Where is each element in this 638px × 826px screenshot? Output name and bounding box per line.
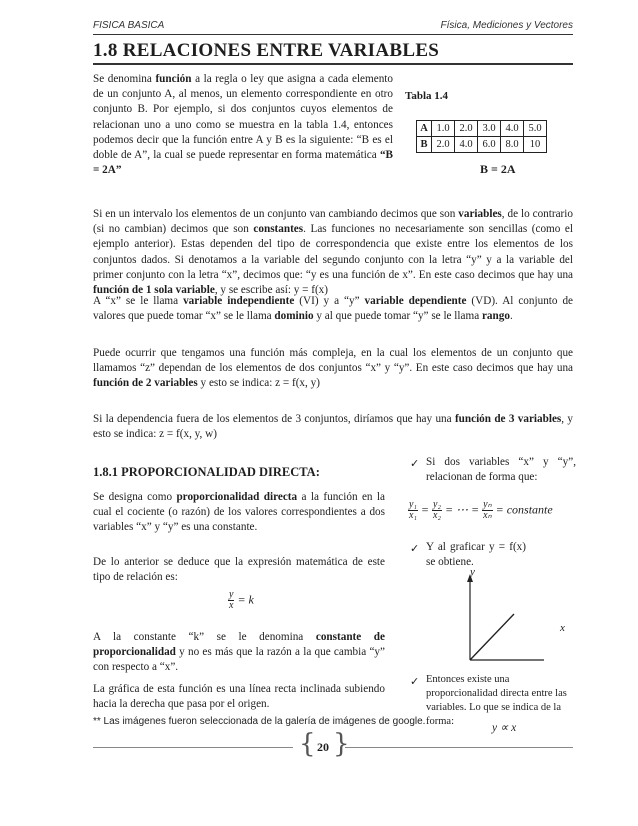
equation-fraction: $\frac{\text{yₙ}}{\text{xₙ}}$	[483, 499, 492, 521]
equation-fraction: $\frac{y}{x}$	[229, 589, 234, 611]
direct-proportionality-definition: Se designa como proporcionalidad directa a la función en la cual el cociente (o razón) de los valores correspondientes a dos variables “x” y “y” es una constante.	[93, 491, 385, 534]
intro-paragraph: Se denomina función a la regla o ley que asigna a cada elemento de un conjunto A, al menos, un elemento correspondiente en otro conjunto B. Por ejemplo, si dos conjuntos cuyos elementos de relacionan uno a uno como se muestra en la tabla 1.4, entonces podemos decir que la función entre A y B es la siguiente: “B es el doble de A”, la cual se puede representar en forma matemática “B = 2A”	[93, 73, 393, 177]
dependence-paragraph: A “x” se le llama variable independiente (VI) y a “y” variable dependiente (VD). Al conjunto de valores que puede tomar “x” se le llama dominio y al que puede tomar “y” se le llama rango.	[93, 295, 574, 323]
table-cell: 8.0	[501, 137, 524, 153]
brace-left-icon: {	[299, 729, 316, 759]
variables-paragraph: Si en un intervalo los elementos de un conjunto van cambiando decimos que son variables, de lo contrario (si no cambian) decimos que son constantes. Las funciones no necesariamente son sencillas (como el ejemplo anterior). Estas dependen del tipo de correspondencia que existe entre los elementos de los conjuntos dados. Si denotamos a la variable del segundo conjunto con la letra “y” y a la variable del primer conjunto con la letra “x”, decimos que: “y es una función de x”. En este caso decimos que hay una función de 1 sola variable, y se escribe así: y = f(x)	[93, 208, 573, 297]
checkmark-icon: ✓	[410, 675, 420, 688]
proportional-line	[470, 614, 514, 660]
checkmark-icon: ✓	[410, 457, 420, 470]
footer-rule-left	[93, 747, 293, 748]
table-cell: B	[417, 137, 432, 153]
proportional-notation: y ∝ x	[492, 722, 517, 734]
table-cell: 2.0	[455, 121, 478, 137]
deduction-paragraph: De lo anterior se deduce que la expresión matemática de este tipo de relación es:	[93, 556, 385, 584]
table-caption: Tabla 1.4	[405, 90, 449, 102]
header-rule	[93, 34, 573, 35]
subsection-title: 1.8.1 PROPORCIONALIDAD DIRECTA:	[93, 465, 320, 479]
graph-description-paragraph: La gráfica de esta función es una línea recta inclinada subiendo hacia la derecha que pasa por el origen.	[93, 683, 385, 711]
table-formula: B = 2A	[480, 162, 516, 176]
graph-x-label: x	[560, 622, 565, 634]
table-cell: 4.0	[455, 137, 478, 153]
right-graph-text: Y al graficar y = f(x) se obtiene.	[426, 541, 526, 569]
table-cell: 10	[524, 137, 547, 153]
graph-y-label: y	[470, 566, 475, 578]
proportionality-graph	[440, 568, 550, 668]
table-cell: 5.0	[524, 121, 547, 137]
two-variables-paragraph: Puede ocurrir que tengamos una función más compleja, en la cual los elementos de un conjunto que llamamos “z” dependan de los elementos de dos conjuntos “x” y “y”. En este caso decimos que hay una función de 2 variables y esto se indica: z = f(x, y)	[93, 347, 573, 390]
three-variables-paragraph: Si la dependencia fuera de los elementos de 3 conjuntos, diríamos que hay una función de 3 variables, y esto se indica: z = f(x, y, w)	[93, 413, 574, 441]
footer-rule-right	[345, 747, 573, 748]
right-conclusion-text: Entonces existe una proporcionalidad directa entre las variables. Lo que se indica de la forma:	[426, 674, 567, 727]
ratio-equation: $\frac{y}{x}$ = k	[229, 589, 254, 611]
checkmark-icon: ✓	[410, 542, 420, 555]
equation-fraction: $\frac{\text{y₂}}{\text{x₂}}$	[433, 499, 441, 521]
table-cell: 1.0	[432, 121, 455, 137]
brace-right-icon: }	[333, 729, 350, 759]
title-rule	[93, 63, 573, 65]
table-cell: 6.0	[478, 137, 501, 153]
page-number: 20	[317, 740, 329, 754]
table-cell: A	[417, 121, 432, 137]
running-header-right: Física, Mediciones y Vectores	[440, 20, 573, 31]
table-cell: 4.0	[501, 121, 524, 137]
data-table	[416, 120, 547, 153]
section-title: 1.8 RELACIONES ENTRE VARIABLES	[93, 40, 440, 61]
right-condition-text: Si dos variables “x” y “y”, relacionan de forma que:	[426, 456, 576, 484]
running-header-left: FISICA BASICA	[93, 20, 165, 31]
table-row	[417, 121, 547, 137]
table-cell: 3.0	[478, 121, 501, 137]
ratio-chain-equation: $\frac{\text{y₁}}{\text{x₁}}$ = $\frac{\text{y₂}}{\text{x₂}}$ = ⋯ = $\frac{\text{yₙ}}{\text{xₙ}}$ = constante	[409, 499, 553, 521]
footnote: ** Las imágenes fueron seleccionada de la galería de imágenes de google.	[93, 716, 426, 727]
table-row	[417, 137, 547, 153]
table-cell: 2.0	[432, 137, 455, 153]
constant-paragraph: A la constante “k” se le denomina constante de proporcionalidad y no es más que la razón a la que cambia “y” con respecto a “x”.	[93, 631, 385, 674]
equation-fraction: $\frac{\text{y₁}}{\text{x₁}}$	[409, 499, 417, 521]
